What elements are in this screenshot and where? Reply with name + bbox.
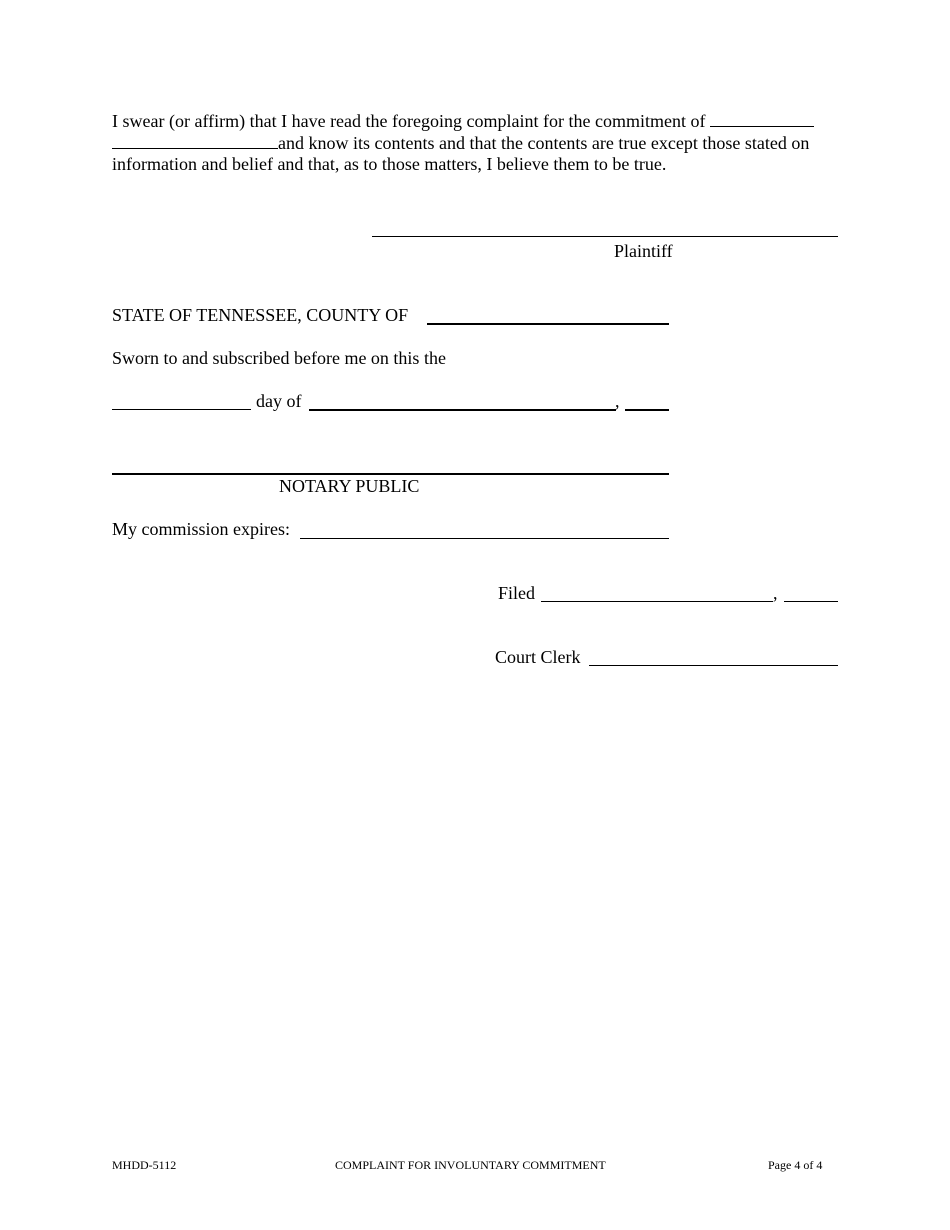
state-county-label: STATE OF TENNESSEE, COUNTY OF xyxy=(112,305,409,325)
county-blank[interactable] xyxy=(427,323,669,325)
commission-expires-blank[interactable] xyxy=(300,538,669,539)
footer-form-number: MHDD-5112 xyxy=(112,1158,177,1172)
filed-label: Filed xyxy=(498,583,536,603)
footer-page-number: Page 4 of 4 xyxy=(768,1158,823,1172)
footer-form-title: COMPLAINT FOR INVOLUNTARY COMMITMENT xyxy=(335,1158,606,1172)
year-blank[interactable] xyxy=(625,409,669,411)
plaintiff-signature-line[interactable] xyxy=(372,236,838,237)
plaintiff-label: Plaintiff xyxy=(614,241,673,261)
court-clerk-label: Court Clerk xyxy=(495,647,581,667)
filed-date-blank[interactable] xyxy=(541,601,773,602)
commitment-name-blank-1[interactable] xyxy=(710,111,814,127)
sworn-text: Sworn to and subscribed before me on this the xyxy=(112,348,446,368)
month-blank[interactable] xyxy=(309,409,616,411)
oath-paragraph xyxy=(112,111,841,176)
filed-year-blank[interactable] xyxy=(784,601,838,602)
oath-text-part2: and know its contents and that the contents are true except those stated on information and belief and that, as to those matters, I believe them to be true. xyxy=(112,132,810,174)
court-clerk-signature-line[interactable] xyxy=(589,665,838,666)
filed-comma: , xyxy=(773,583,778,603)
day-of-label: day of xyxy=(256,391,302,411)
day-of-comma: , xyxy=(615,391,620,411)
day-blank[interactable] xyxy=(112,409,251,410)
commission-expires-label: My commission expires: xyxy=(112,519,290,539)
commitment-name-blank-2[interactable] xyxy=(112,133,278,149)
notary-public-label: NOTARY PUBLIC xyxy=(279,476,420,496)
oath-text-part1: I swear (or affirm) that I have read the foregoing complaint for the commitment of xyxy=(112,111,706,131)
